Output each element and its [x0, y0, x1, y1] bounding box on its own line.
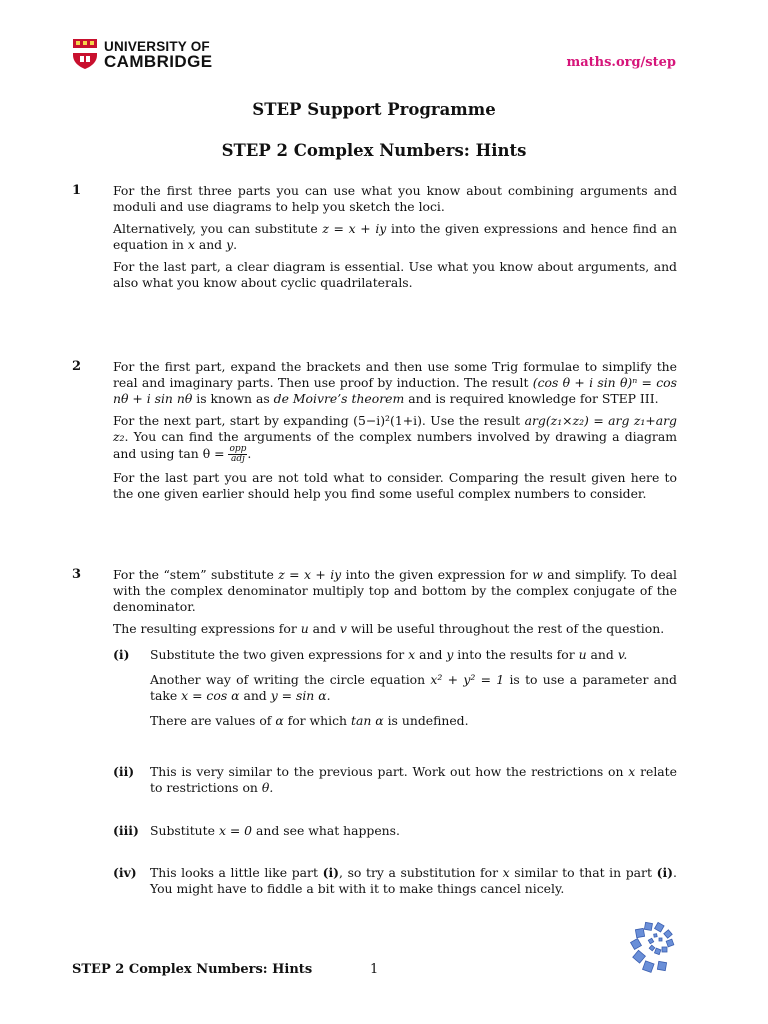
math-variable: x [187, 237, 195, 252]
question-body [113, 359, 677, 502]
paragraph [150, 713, 677, 729]
text-span: Substitute [150, 823, 215, 838]
paragraph [150, 672, 677, 704]
math-expression: (cos θ + i sin θ)ⁿ = cos nθ + i sin nθ [113, 375, 677, 406]
text-span: and simplify. To deal with the complex denominator multiply top and bottom by the complex conjugate of the denominator. [113, 567, 678, 614]
question-body [113, 183, 677, 291]
math-variable: α [275, 713, 284, 728]
fraction [228, 445, 247, 464]
text-span: and [419, 647, 443, 662]
theorem-name: de Moivre’s theorem [273, 391, 405, 406]
text-span: into the given expressions and hence find an equation in [113, 221, 678, 252]
document-title: STEP 2 Complex Numbers: Hints [221, 141, 527, 160]
text-span: This looks a little like part [150, 865, 318, 880]
step-spiral-logo-icon [628, 918, 680, 976]
logo-line-2: CAMBRIDGE [104, 52, 213, 71]
text-span: is to use a parameter and take [150, 672, 677, 703]
paragraph [150, 865, 677, 897]
text-span: and see what happens. [256, 823, 400, 838]
math-variable: v [339, 621, 347, 636]
fraction-numerator: opp [229, 444, 247, 454]
cambridge-logo[interactable] [72, 38, 212, 70]
paragraph [113, 567, 677, 615]
paragraph: Alternatively, you can substitute z = x + iy into the given expressions and hence find an equation in x and y. [113, 221, 678, 252]
math-expression: z = x + iy [278, 567, 342, 582]
text-span: and [198, 237, 223, 252]
question-number: 3 [72, 567, 82, 582]
question-body [113, 567, 677, 906]
text-span: , so try a substitution for [339, 865, 499, 880]
math-variable: u [300, 621, 309, 636]
math-variable: v. [617, 647, 628, 662]
math-expression: tan θ = [178, 446, 225, 461]
footer-title: STEP 2 Complex Numbers: Hints [72, 962, 313, 977]
text-span: . You might have to fiddle a bit with it to make things cancel nicely. [150, 865, 677, 896]
math-expression: tan α [350, 713, 384, 728]
math-expression: x = 0 [218, 823, 253, 838]
math-variable: y [226, 237, 234, 252]
sub-part-text [150, 865, 677, 906]
programme-title: STEP Support Programme [252, 100, 496, 119]
text-span: relate to restrictions on [150, 764, 677, 795]
text-span: will be useful throughout the rest of the question. [350, 621, 665, 636]
text-span: and [312, 621, 336, 636]
sub-part-text [150, 764, 677, 805]
sub-part-label: (iii) [113, 823, 139, 838]
cambridge-shield-icon [72, 38, 98, 70]
question-1 [72, 183, 684, 297]
text-span: Another way of writing the circle equation [150, 672, 426, 687]
fraction-denominator: adj [230, 454, 245, 464]
question-2 [72, 359, 684, 508]
paragraph: For the last part you are not told what to consider. Comparing the result given here to the one given earlier should help you find some useful complex numbers to consider. [113, 470, 677, 501]
paragraph [113, 359, 677, 407]
text-span: Substitute the two given expressions for [150, 647, 405, 662]
logo-text [104, 39, 212, 69]
math-variable: y [446, 647, 454, 662]
math-expression: x² + y² = 1 [430, 672, 505, 687]
part-reference: (i) [322, 865, 340, 880]
text-span: and [243, 688, 267, 703]
paragraph [150, 823, 677, 839]
text-span: For the “stem” substitute [113, 567, 274, 582]
text-span: and [590, 647, 614, 662]
sub-part-text [150, 647, 677, 738]
text-span: is undefined. [387, 713, 469, 728]
sub-part-label: (iv) [113, 865, 137, 880]
text-span: for which [287, 713, 348, 728]
math-expression: z = x + iy [322, 221, 387, 236]
sub-part-label: (ii) [113, 764, 135, 779]
paragraph [113, 621, 677, 637]
math-expression: y = sin α. [270, 688, 331, 703]
paragraph: For the next part, start by expanding (5−i)²(1+i). Use the result arg(z₁×z₂) = arg z₁+arg z₂. You can find the arguments of the complex numbers involved by drawing a diagram and using tan θ = $\frac{\text{opp}}{\text{adj}}$ . [113, 413, 677, 464]
text-span: For the first part, expand the brackets and then use some Trig formulae to simplify the real and imaginary parts. Then use proof by induction. The result [113, 359, 677, 390]
math-variable: u [578, 647, 587, 662]
site-link[interactable]: maths.org/step [566, 55, 676, 70]
question-3 [72, 567, 684, 906]
paragraph: For the first three parts you can use what you know about combining arguments and moduli and use diagrams to help you sketch the loci. [113, 183, 677, 214]
page-number: 1 [370, 962, 379, 977]
part-reference: (i) [656, 865, 674, 880]
text-span: similar to that in part [514, 865, 652, 880]
sub-part-ii [113, 764, 677, 805]
text-span: This is very similar to the previous part. Work out how the restrictions on [150, 764, 624, 779]
paragraph: For the last part, a clear diagram is essential. Use what you know about arguments, and also what you know about cyclic quadrilaterals. [113, 259, 677, 290]
math-variable: x [628, 764, 636, 779]
text-span: The resulting expressions for [113, 621, 297, 636]
question-number: 1 [72, 183, 82, 198]
math-expression: x = cos α [181, 688, 240, 703]
sub-part-text [150, 823, 677, 848]
sub-part-iv [113, 865, 677, 906]
paragraph [150, 647, 677, 663]
math-expression: arg(z₁×z₂) = arg z₁+arg z₂ [113, 413, 677, 444]
sub-part-label: (i) [113, 647, 130, 662]
math-variable: θ. [261, 780, 274, 795]
text-span: For the next part, start by expanding (5−i)²(1+i). Use the result [113, 413, 521, 428]
text-span: There are values of [150, 713, 272, 728]
text-span: is known as [196, 391, 270, 406]
math-variable: x [502, 865, 510, 880]
math-variable: x [408, 647, 416, 662]
question-number: 2 [72, 359, 82, 374]
text-span: and is required knowledge for STEP III. [408, 391, 659, 406]
math-variable: w [532, 567, 543, 582]
sub-part-i [113, 647, 677, 738]
paragraph [150, 764, 677, 796]
text-span: You can find the arguments of the complex numbers involved by drawing a diagram and using [113, 429, 677, 461]
text-span: into the given expression for [345, 567, 528, 582]
logo-line-1: UNIVERSITY OF [104, 39, 210, 54]
sub-part-iii [113, 823, 677, 848]
text-span: Alternatively, you can substitute [113, 221, 318, 236]
text-span: into the results for [457, 647, 575, 662]
